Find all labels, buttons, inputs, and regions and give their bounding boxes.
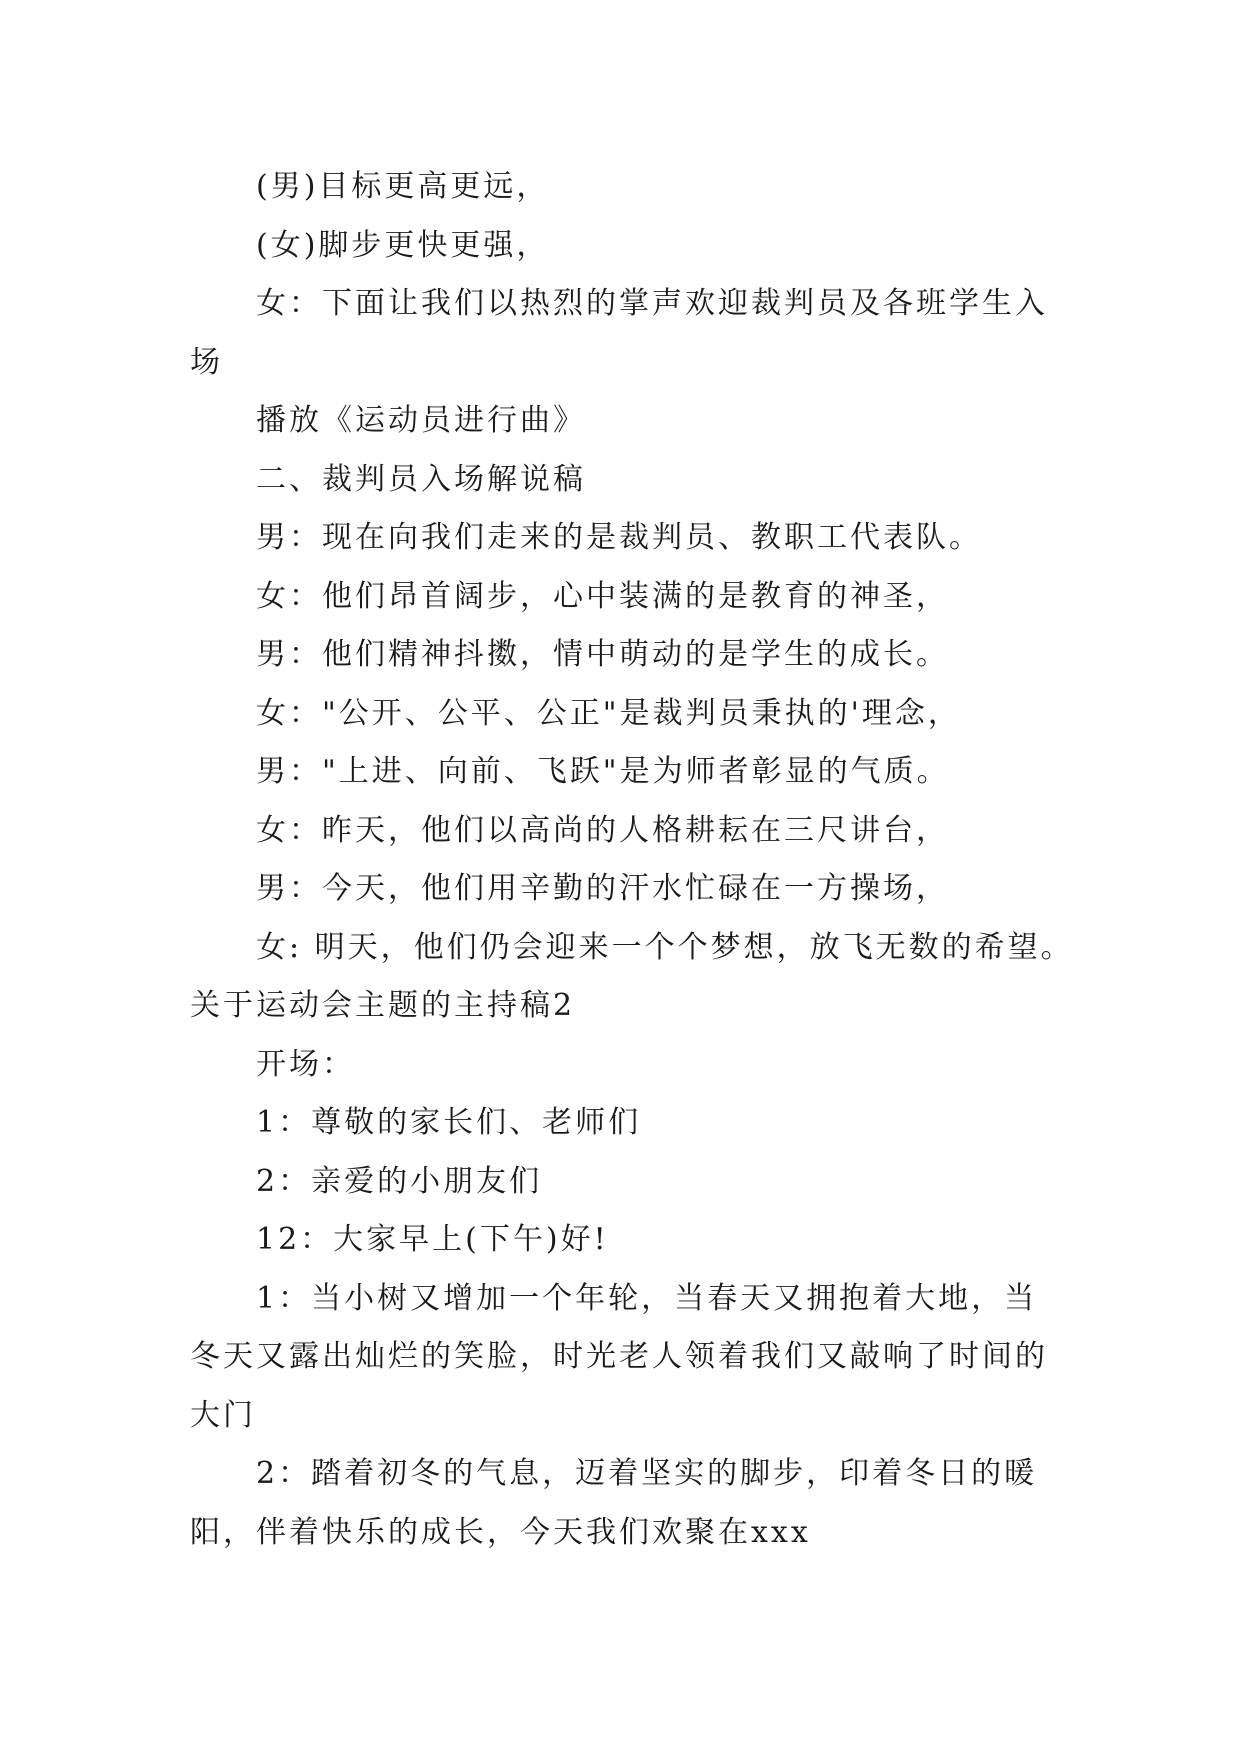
section-heading: 二、裁判员入场解说稿 [256, 461, 586, 497]
document-body [190, 158, 1074, 1562]
text-line: 女："公开、公平、公正"是裁判员秉执的'理念， [256, 695, 961, 731]
text-line: 女：昨天，他们以高尚的人格耕耘在三尺讲台， [256, 812, 949, 848]
text-line: (女)脚步更快更强， [256, 227, 550, 263]
text-line: 男："上进、向前、飞跃"是为师者彰显的气质。 [256, 754, 950, 789]
text-line: 1：当小树又增加一个年轮，当春天又拥抱着大地，当 [256, 1280, 1038, 1316]
text-line: 播放《运动员进行曲》 [256, 403, 586, 438]
text-line: 男：今天，他们用辛勤的汗水忙碌在一方操场， [256, 871, 949, 906]
text-line: 大门 [190, 1397, 256, 1433]
text-line: 女：他们昂首阔步，心中装满的是教育的神圣， [256, 578, 949, 614]
text-line: 1：尊敬的家长们、老师们 [256, 1105, 642, 1140]
text-line: 2：亲爱的小朋友们 [256, 1163, 543, 1199]
text-line: 女：下面让我们以热烈的掌声欢迎裁判员及各班学生入 [256, 286, 1048, 321]
text-line: 2：踏着初冬的气息，迈着坚实的脚步，印着冬日的暖 [256, 1456, 1038, 1491]
text-line: 冬天又露出灿烂的笑脸，时光老人领着我们又敲响了时间的 [190, 1339, 1048, 1374]
section-title: 关于运动会主题的主持稿2 [190, 988, 576, 1023]
text-line: 男：他们精神抖擞，情中萌动的是学生的成长。 [256, 637, 949, 672]
text-line: 12：大家早上(下午)好! [256, 1222, 609, 1257]
text-line: 女: 明天，他们仍会迎来一个个梦想，放飞无数的希望。 [256, 929, 1074, 965]
text-line: 阳，伴着快乐的成长，今天我们欢聚在xxx [190, 1514, 811, 1550]
text-line: 男：现在向我们走来的是裁判员、教职工代表队。 [256, 520, 982, 555]
text-line: (男)目标更高更远， [256, 169, 550, 204]
text-line: 场 [190, 344, 223, 380]
text-line: 开场： [256, 1046, 355, 1082]
